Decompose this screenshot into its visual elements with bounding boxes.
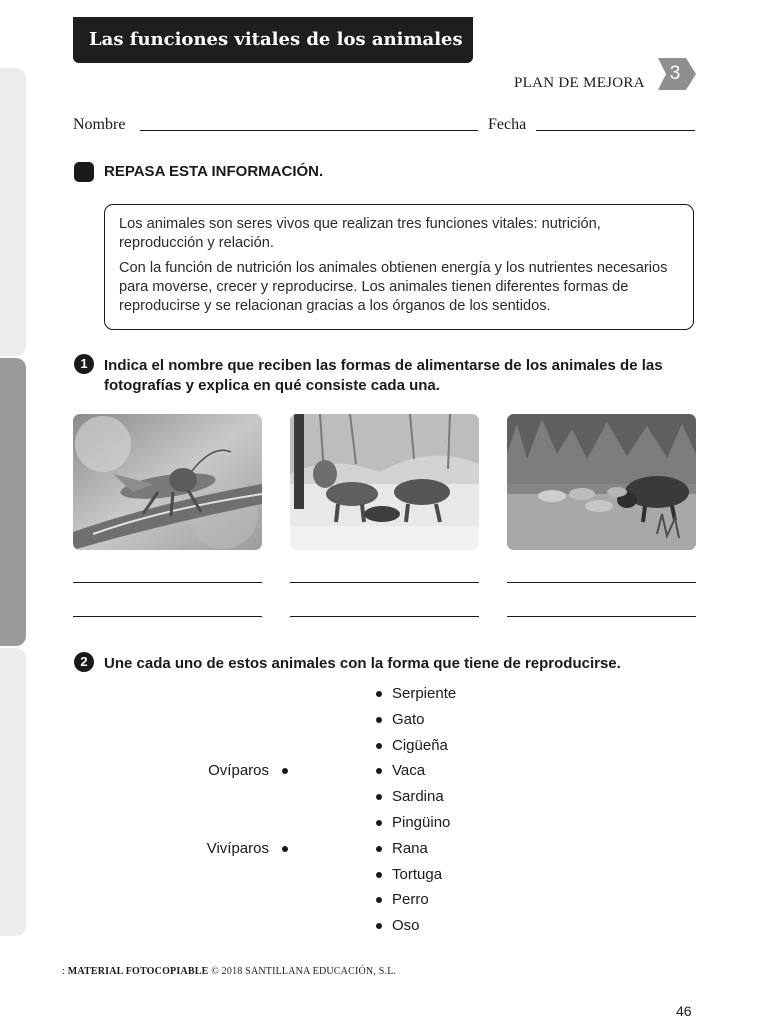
section-heading: REPASA ESTA INFORMACIÓN. bbox=[104, 163, 324, 180]
edge-tab-active bbox=[0, 358, 26, 646]
page-number: 46 bbox=[676, 1003, 692, 1019]
list-item[interactable]: Serpiente bbox=[374, 684, 456, 710]
unit-number: 3 bbox=[669, 63, 681, 84]
list-item[interactable]: Cigüeña bbox=[374, 736, 456, 762]
footer-marker: : bbox=[62, 966, 68, 977]
footer-material-label: MATERIAL FOTOCOPIABLE bbox=[67, 966, 209, 977]
date-line[interactable] bbox=[536, 130, 695, 131]
unit-badge bbox=[658, 58, 696, 90]
list-item[interactable]: Pingüino bbox=[374, 813, 456, 839]
list-item[interactable]: Tortuga bbox=[374, 865, 456, 891]
section-bullet-icon bbox=[74, 162, 94, 182]
answer-line[interactable] bbox=[507, 616, 696, 617]
date-label: Fecha bbox=[488, 116, 527, 133]
category-oviparos: Ovíparos bbox=[208, 762, 269, 779]
answer-line[interactable] bbox=[290, 582, 479, 583]
category-viviparos: Vivíparos bbox=[206, 840, 269, 857]
info-paragraph: Los animales son seres vivos que realizan tres funciones vitales: nutrición, reproducción y relación. bbox=[119, 216, 601, 251]
photo-grasshopper bbox=[73, 414, 262, 550]
info-paragraph: Con la función de nutrición los animales obtienen energía y los nutrientes necesarios para moverse, crecer y reproducirse. Los animales tienen diferentes formas de reproducirse y se relacionan gracias a los órganos de los sentidos. bbox=[119, 260, 668, 314]
name-label: Nombre bbox=[73, 116, 126, 133]
match-dot-viviparos[interactable] bbox=[282, 846, 288, 852]
animal-list bbox=[374, 684, 456, 942]
answer-line[interactable] bbox=[73, 616, 262, 617]
exercise-1-text: Indica el nombre que reciben las formas de alimentarse de los animales de las fotografías y explica en qué consiste cada una. bbox=[104, 357, 663, 394]
photo-wolves bbox=[290, 414, 479, 550]
photo-boars bbox=[507, 414, 696, 550]
plan-label: PLAN DE MEJORA bbox=[514, 75, 645, 91]
list-item[interactable]: Rana bbox=[374, 839, 456, 865]
footer bbox=[62, 966, 396, 977]
list-item[interactable]: Gato bbox=[374, 710, 456, 736]
answer-line[interactable] bbox=[290, 616, 479, 617]
name-line[interactable] bbox=[140, 130, 478, 131]
edge-tab-bottom bbox=[0, 648, 26, 936]
answer-line[interactable] bbox=[507, 582, 696, 583]
exercise-2-text: Une cada uno de estos animales con la forma que tiene de reproducirse. bbox=[104, 655, 621, 672]
edge-tab-top bbox=[0, 68, 26, 356]
match-dot-oviparos[interactable] bbox=[282, 768, 288, 774]
exercise-number-2: 2 bbox=[74, 652, 94, 672]
list-item[interactable]: Oso bbox=[374, 916, 456, 942]
list-item[interactable]: Perro bbox=[374, 890, 456, 916]
footer-copyright: © 2018 SANTILLANA EDUCACIÓN, S.L. bbox=[211, 966, 397, 977]
info-box bbox=[104, 204, 694, 330]
exercise-number-1: 1 bbox=[74, 354, 94, 374]
page-title: Las funciones vitales de los animales bbox=[73, 17, 473, 63]
list-item[interactable]: Vaca bbox=[374, 761, 456, 787]
answer-line[interactable] bbox=[73, 582, 262, 583]
list-item[interactable]: Sardina bbox=[374, 787, 456, 813]
